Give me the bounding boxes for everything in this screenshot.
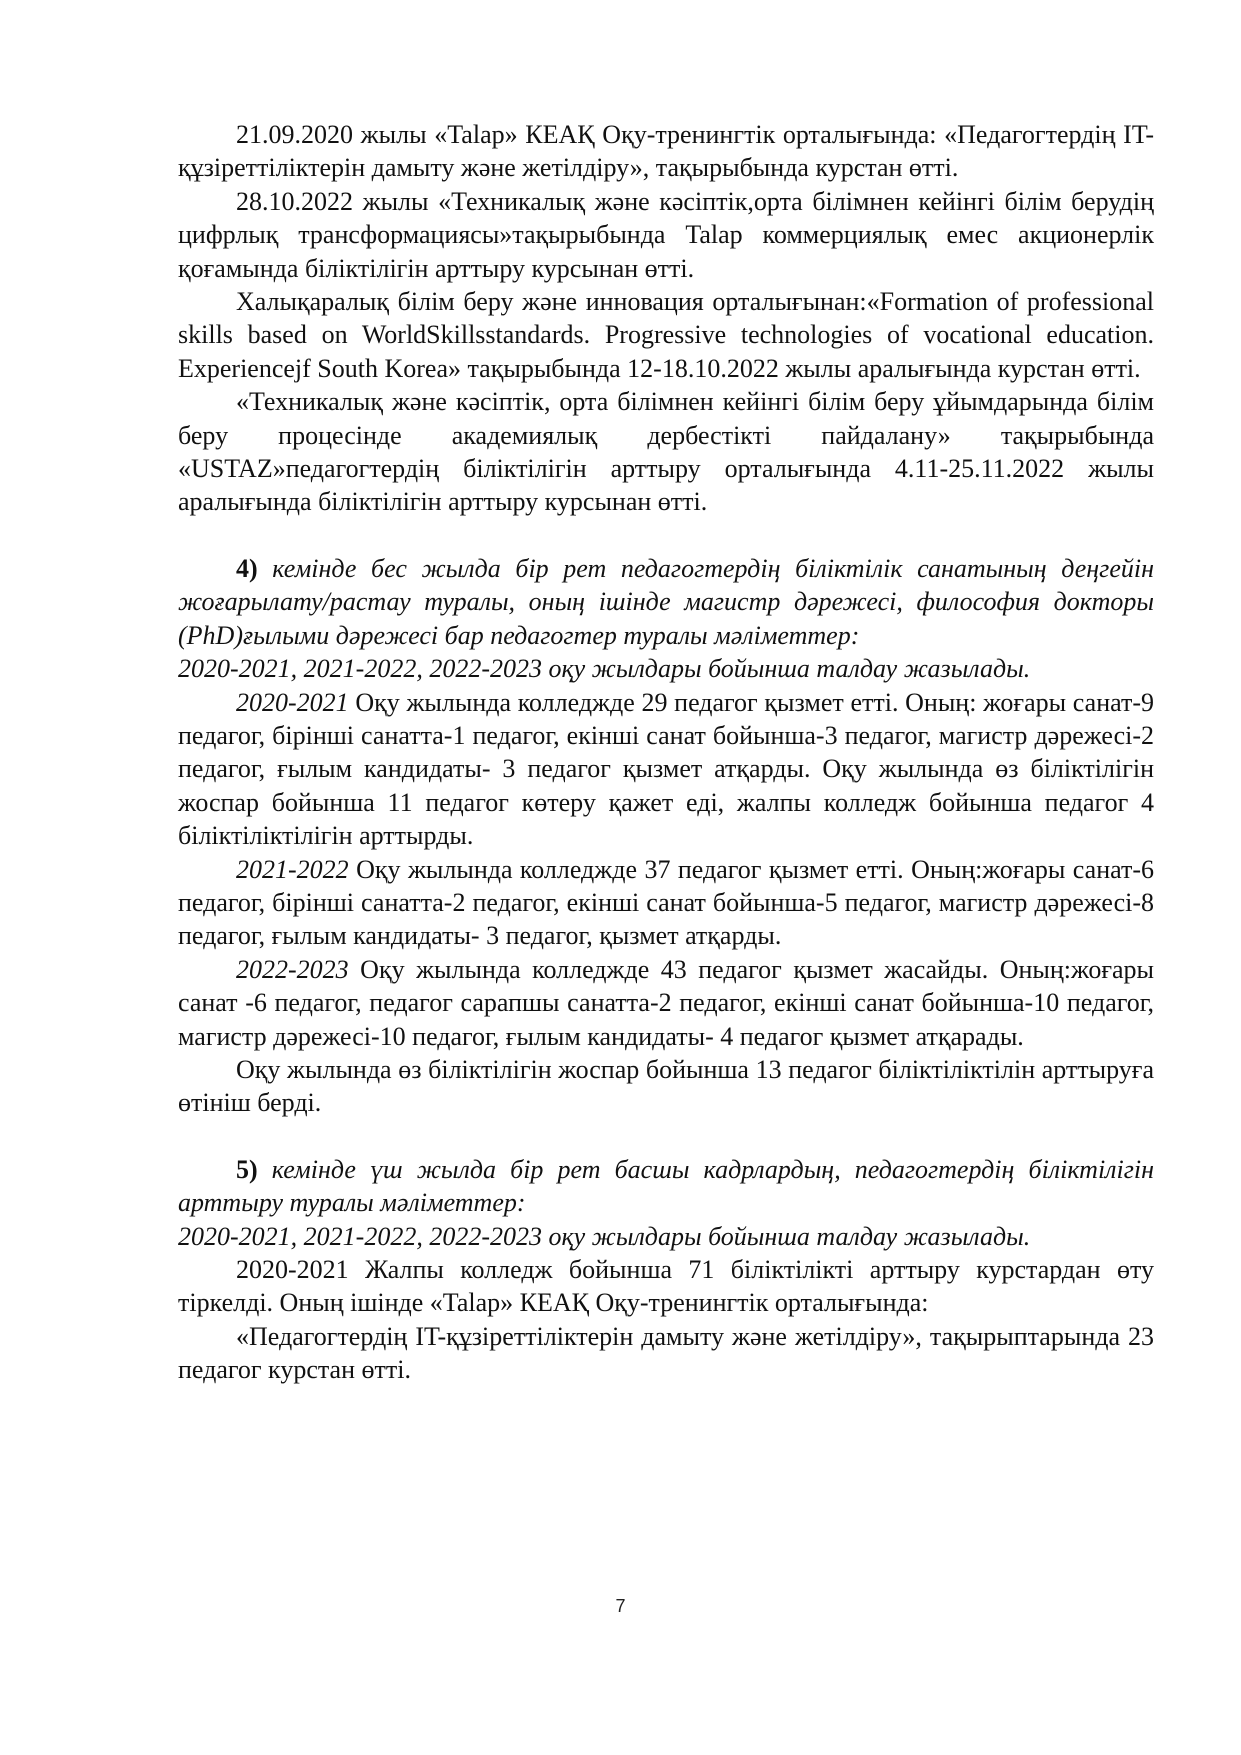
section-4-closing: Оқу жылында өз біліктілігін жоспар бойынша 13 педагог біліктіліктілін арттыруға өтініш берді. [178,1054,1154,1118]
year-text: Оқу жылында колледжде 29 педагог қызмет етті. Оның: жоғары санат-9 педагог, бірінші санатта-1 педагог, екінші санат бойынша-3 педагог, магистр дәрежесі-2 педагог, ғылым кандидаты- 3 педагог қызмет атқарды. Оқу жылында өз біліктілігін жоспар бойынша 11 педагог көтеру қажет еді, жалпы колледж бойынша педагог 4 біліктіліктілігін арттырды. [178,687,1154,851]
year-text: Оқу жылында колледжде 37 педагог қызмет етті. Оның:жоғары санат-6 педагог, бірінші санатта-2 педагог, екінші санат бойынша-5 педагог, магистр дәрежесі-8 педагог, ғылым кандидаты- 3 педагог, қызмет атқарды. [178,854,1154,951]
section-4-heading [178,552,1154,652]
section-4-analysis-note: 2020-2021, 2021-2022, 2022-2023 оқу жылдары бойынша талдау жазылады. [178,654,1031,684]
paragraph-digital-transformation-course: 28.10.2022 жылы «Техникалық және кәсіптік,орта білімнен кейінгі білім берудің цифрлық трансформациясы»тақырыбында Talap коммерциялық емес акционерлік қоғамында біліктілігін арттыру курсынан өтті. [178,186,1154,283]
paragraph-talap-it-course: 21.09.2020 жылы «Talap» КЕАҚ Оқу-тренингтік орталығында: «Педагогтердің IT-құзіреттіліктерін дамыту және жетілдіру», тақырыбында курстан өтті. [178,120,1154,183]
section-4-number: 4) [236,553,258,583]
section-4-year-2021-2022 [178,853,1154,953]
year-label: 2020-2021 [236,687,349,717]
section-4-year-2022-2023 [178,953,1154,1053]
section-5-heading [178,1153,1154,1220]
section-5-analysis-note: 2020-2021, 2021-2022, 2022-2023 оқу жылдары бойынша талдау жазылады. [178,1221,1031,1251]
year-label: 2021-2022 [236,854,349,884]
section-5-paragraph-1: 2020-2021 Жалпы колледж бойынша 71 біліктілікті арттыру курстардан өту тіркелді. Оның ішінде «Talap» КЕАҚ Оқу-тренингтік орталығында: [178,1255,1154,1318]
section-4-heading-text: кемінде бес жылда бір рет педагогтердің біліктілік санатының деңгейін жоғарылату/растау туралы, оның ішінде магистр дәрежесі, философия докторы (PhD)ғылыми дәрежесі бар педагогтер туралы мәліметтер: [178,553,1154,650]
section-4-year-2020-2021 [178,686,1154,853]
section-5-paragraph-2: «Педагогтердің IT-құзіреттіліктерін дамыту және жетілдіру», тақырыптарында 23 педагог курстан өтті. [178,1321,1154,1385]
year-text: Оқу жылында колледжде 43 педагог қызмет жасайды. Оның:жоғары санат -6 педагог, педагог сарапшы санатта-2 педагог, екінші санат бойынша-10 педагог, магистр дәрежесі-10 педагог, ғылым кандидаты- 4 педагог қызмет атқарады. [178,954,1154,1051]
page-number: 7 [615,1596,626,1616]
section-5-heading-text: кемінде үш жылда бір рет басшы кадрлардың, педагогтердің біліктілігін арттыру туралы мәліметтер: [178,1154,1154,1218]
year-label: 2022-2023 [236,954,349,984]
document-page [178,118,1154,1387]
section-5-number: 5) [236,1154,258,1184]
paragraph-worldskills-course: Халықаралық білім беру және инновация орталығынан:«Formation of professional skills based on WorldSkillsstandards. Progressive technologies of vocational education. Experiencejf South Korea» тақырыбында 12-18.10.2022 жылы аралығында курстан өтті. [178,287,1154,383]
paragraph-ustaz-course: «Техникалық және кәсіптік, орта білімнен кейінгі білім беру ұйымдарында білім беру процесінде академиялық дербестікті пайдалану» тақырыбында «USTAZ»педагогтердің біліктілігін арттыру орталығында 4.11-25.11.2022 жылы аралығында біліктілігін арттыру курсынан өтті. [178,387,1154,517]
